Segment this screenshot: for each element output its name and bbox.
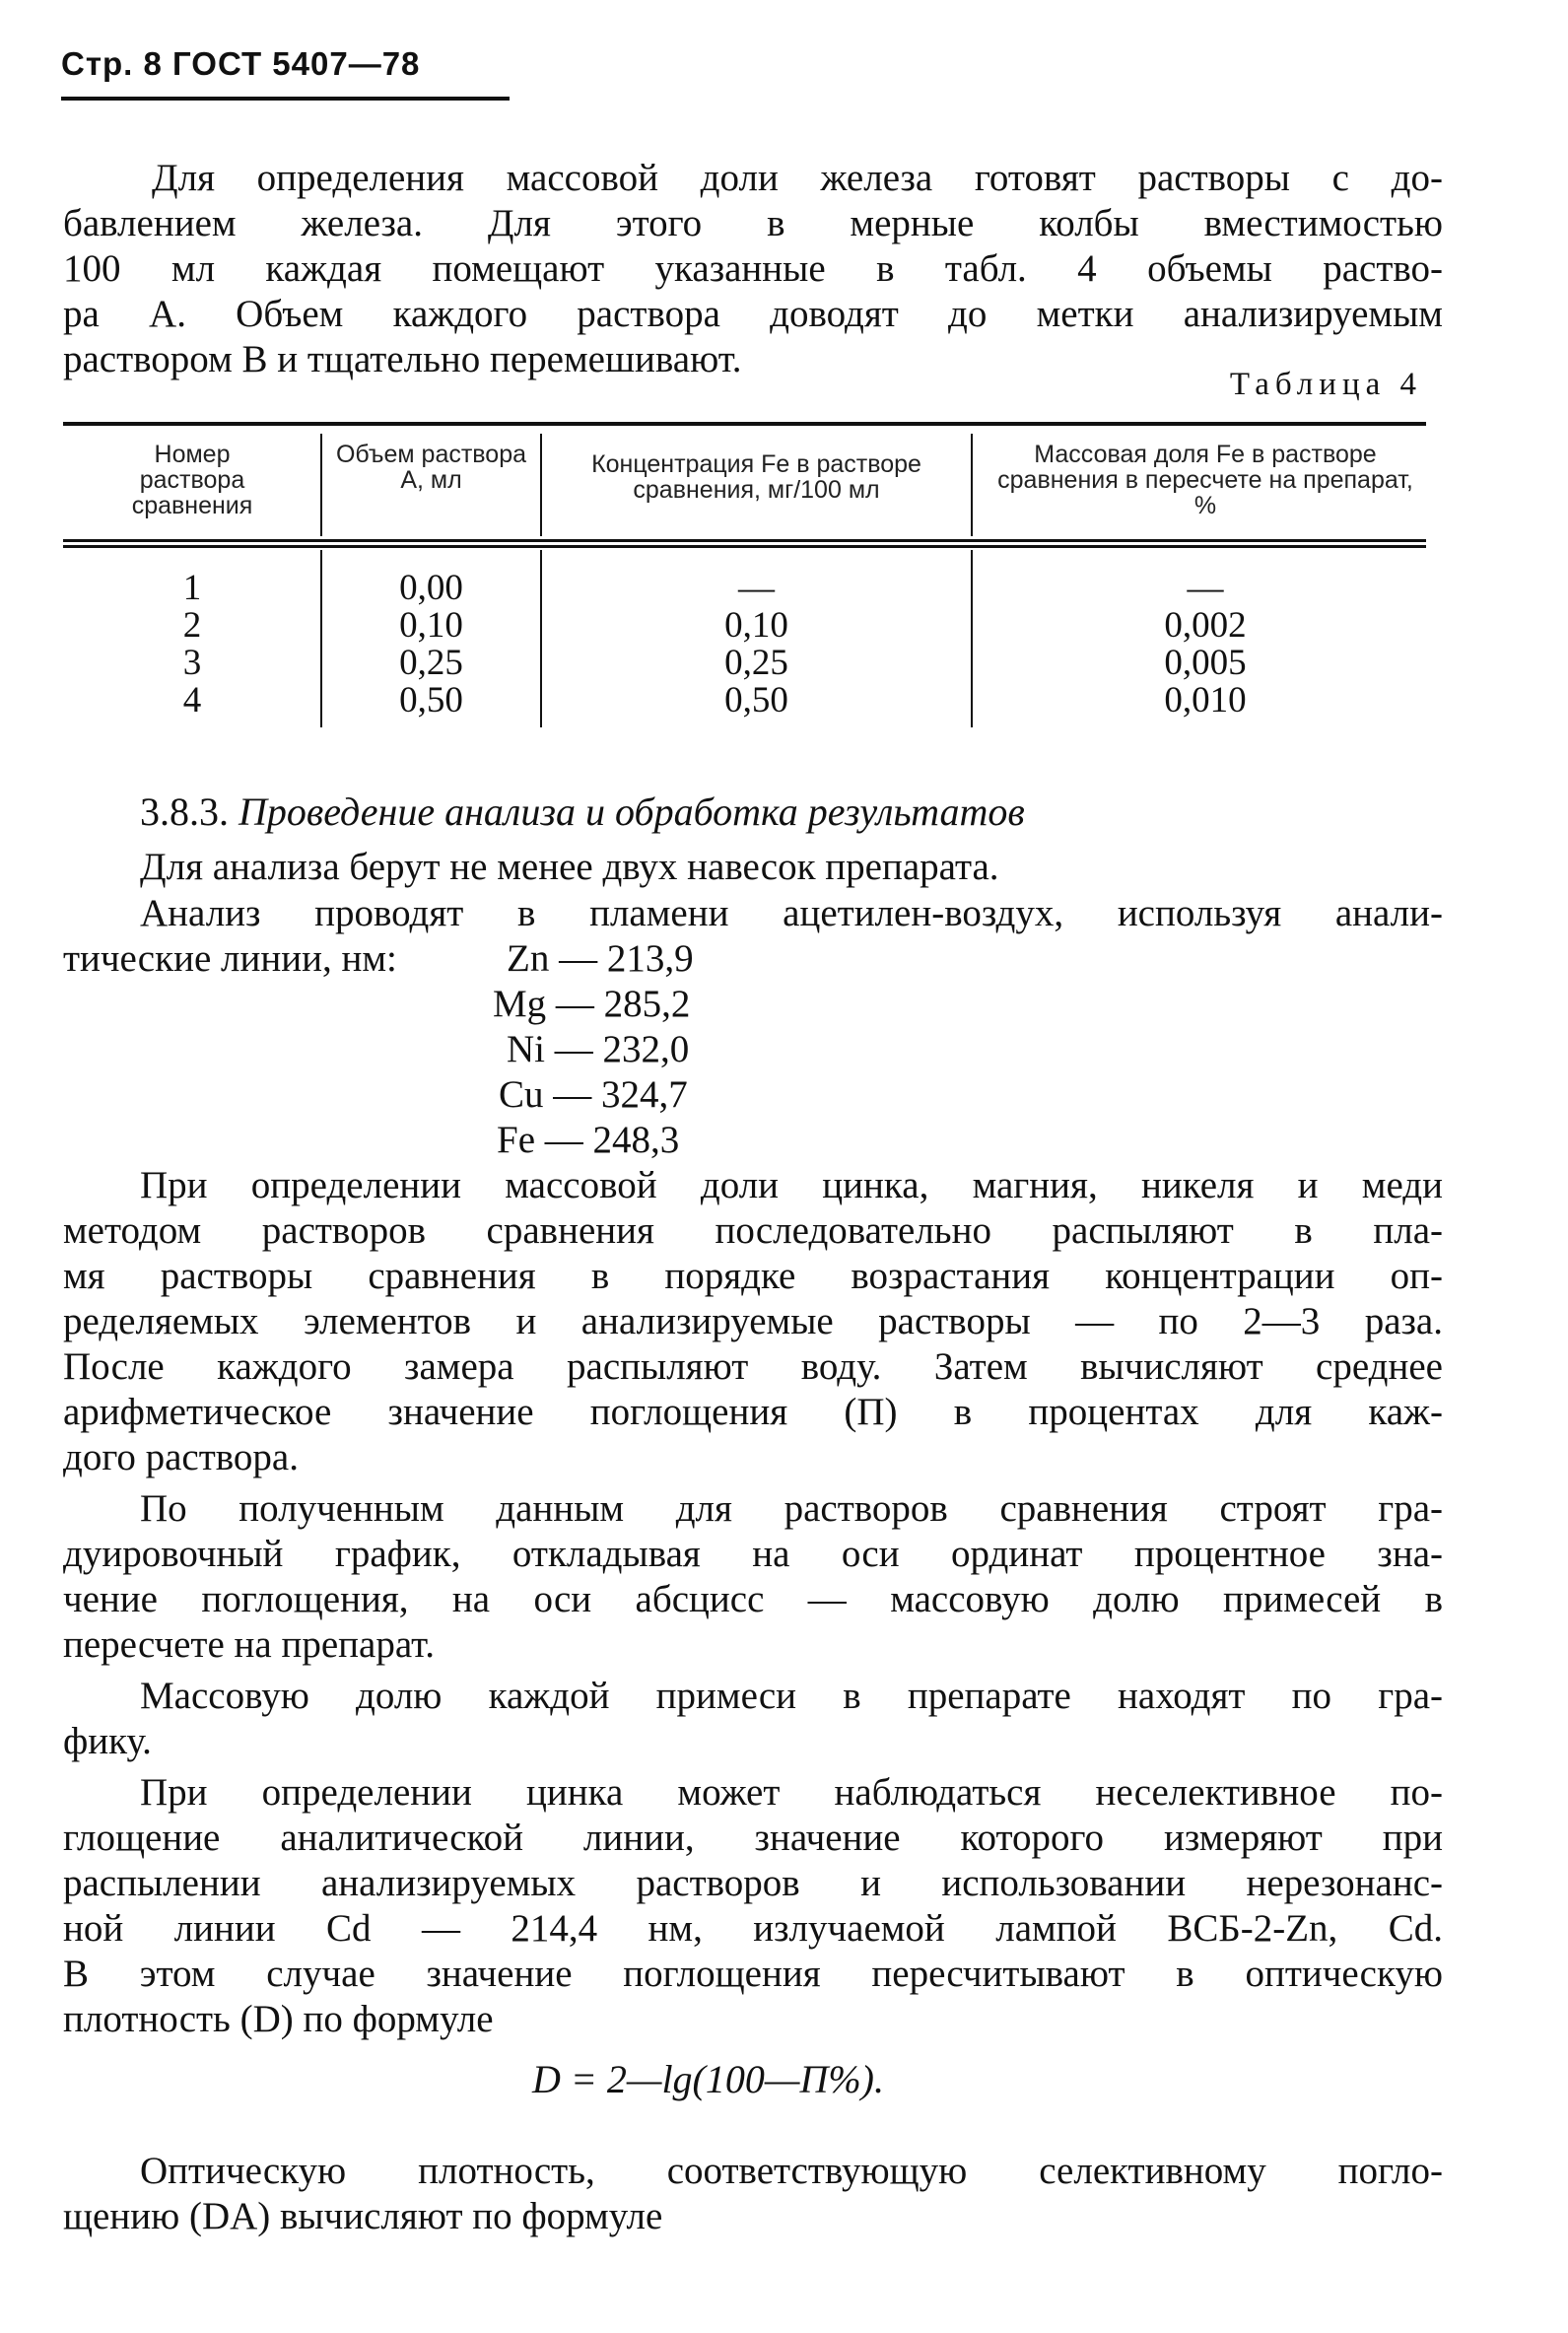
table-cell: 0,00: [399, 568, 463, 608]
table-divider: [971, 550, 973, 727]
table-cell: 0,25: [399, 643, 463, 683]
table-header-rule: [63, 539, 1426, 542]
table-cell: 3: [182, 643, 202, 683]
formula: D = 2—lg(100—П%).: [532, 2057, 884, 2101]
table-header-cell: Массовая доля Fe в растворе сравнения в пересчете на препарат, %: [997, 441, 1413, 519]
spectral-line: Zn — 213,9: [507, 937, 694, 980]
table-column-number: [108, 570, 276, 720]
text-line: 100 мл каждая помещают указанные в табл. 4 объемы раство-: [63, 247, 1443, 290]
paragraph: [63, 2149, 1443, 2239]
text-line: После каждого замера распыляют воду. Затем вычисляют среднее: [63, 1345, 1443, 1388]
text-line: распылении анализируемых растворов и использовании нерезонанс-: [63, 1862, 1443, 1904]
table-divider: [540, 550, 542, 727]
text-line: В этом случае значение поглощения пересчитывают в оптическую: [63, 1953, 1443, 1995]
table-cell: 0,005: [1164, 643, 1247, 683]
section-number: 3.8.3.: [140, 789, 229, 834]
text-line: Для определения массовой доли железа готовят растворы с до-: [152, 157, 1443, 199]
text-line: мя растворы сравнения в порядке возрастания концентрации оп-: [63, 1255, 1443, 1297]
spectral-line: Fe — 248,3: [497, 1119, 680, 1161]
table-column-volume: [335, 570, 527, 720]
table-cell: 0,50: [724, 680, 788, 720]
text-line: фику.: [63, 1720, 152, 1762]
paragraph: [63, 1486, 1443, 1668]
table-divider: [971, 434, 973, 536]
table-divider: [540, 434, 542, 536]
table-cell: 0,10: [724, 605, 788, 646]
table-label: Таблица 4: [1229, 367, 1422, 402]
table-cell: —: [1187, 568, 1224, 608]
section-title: Проведение анализа и обработка результатов: [239, 789, 1025, 834]
table-cell: 0,50: [399, 680, 463, 720]
table-header-cell: Концентрация Fe в растворе сравнения, мг/100 мл: [591, 450, 921, 504]
paragraph: [63, 1163, 1443, 1480]
text-line: тические линии, нм:: [63, 937, 397, 980]
table-top-rule: [63, 422, 1426, 426]
text-line: плотность (D) по формуле: [63, 1998, 494, 2040]
table-column-concentration: [552, 570, 961, 720]
text-line: методом растворов сравнения последовательно распыляют в пла-: [63, 1209, 1443, 1252]
spectral-line: Mg — 285,2: [493, 983, 691, 1025]
text-line: раствором В и тщательно перемешивают.: [63, 338, 742, 380]
text-line: пересчете на препарат.: [63, 1623, 435, 1666]
table-cell: 0,010: [1164, 680, 1247, 720]
text-line: дого раствора.: [63, 1436, 299, 1478]
text-line: дуировочный график, откладывая на оси ординат процентное зна-: [63, 1533, 1443, 1575]
text-line: ной линии Cd — 214,4 нм, излучаемой лампой ВСБ-2-Zn, Cd.: [63, 1907, 1443, 1950]
table-cell: 4: [182, 680, 202, 720]
text-line: Оптическую плотность, соответствующую селективному погло-: [140, 2150, 1443, 2192]
text-line: При определении цинка может наблюдаться неселективное по-: [140, 1771, 1443, 1814]
text-line: При определении массовой доли цинка, магния, никеля и меди: [140, 1164, 1443, 1206]
text-line: бавлением железа. Для этого в мерные колбы вместимостью: [63, 202, 1443, 244]
table-cell: —: [738, 568, 775, 608]
table-cell: 0,25: [724, 643, 788, 683]
table-cell: 0,002: [1164, 605, 1247, 646]
text-line: чение поглощения, на оси абсцисс — массовую долю примесей в: [63, 1578, 1443, 1620]
spectral-line: Cu — 324,7: [499, 1073, 688, 1116]
text-line: По полученным данным для растворов сравнения строят гра-: [140, 1487, 1443, 1530]
text-line: ра А. Объем каждого раствора доводят до метки анализируемым: [63, 293, 1443, 335]
intro-paragraph: [63, 156, 1443, 382]
paragraph: [63, 1770, 1443, 2042]
table-divider: [320, 434, 322, 536]
table-header-rule-2: [63, 545, 1426, 548]
text-line: Анализ проводят в пламени ацетилен-воздух, используя анали-: [140, 892, 1443, 934]
section-heading: [140, 789, 1025, 835]
table-column-mass-fraction: [984, 570, 1427, 720]
analysis-paragraph: [63, 891, 1443, 936]
text-line: арифметическое значение поглощения (П) в процентах для каж-: [63, 1391, 1443, 1433]
text-line: ределяемых элементов и анализируемые растворы — по 2—3 раза.: [63, 1300, 1443, 1342]
spectral-line: Ni — 232,0: [507, 1028, 690, 1070]
paragraph: [63, 1674, 1443, 1764]
text-line: щению (DA) вычисляют по формуле: [63, 2195, 663, 2237]
text-line: Массовую долю каждой примеси в препарате находят по гра-: [140, 1675, 1443, 1717]
text-line: глощение аналитической линии, значение которого измеряют при: [63, 1817, 1443, 1859]
table-divider: [320, 550, 322, 727]
table-cell: 0,10: [399, 605, 463, 646]
table-cell: 1: [182, 568, 202, 608]
header-rule: [61, 97, 510, 101]
table-header-cell: Объем раствора А, мл: [335, 441, 527, 494]
table-header-cell: Номер раствора сравнения: [131, 441, 253, 519]
table-cell: 2: [182, 605, 202, 646]
text-line: Для анализа берут не менее двух навесок препарата.: [140, 846, 999, 888]
page-header: Стр. 8 ГОСТ 5407—78: [61, 45, 421, 82]
